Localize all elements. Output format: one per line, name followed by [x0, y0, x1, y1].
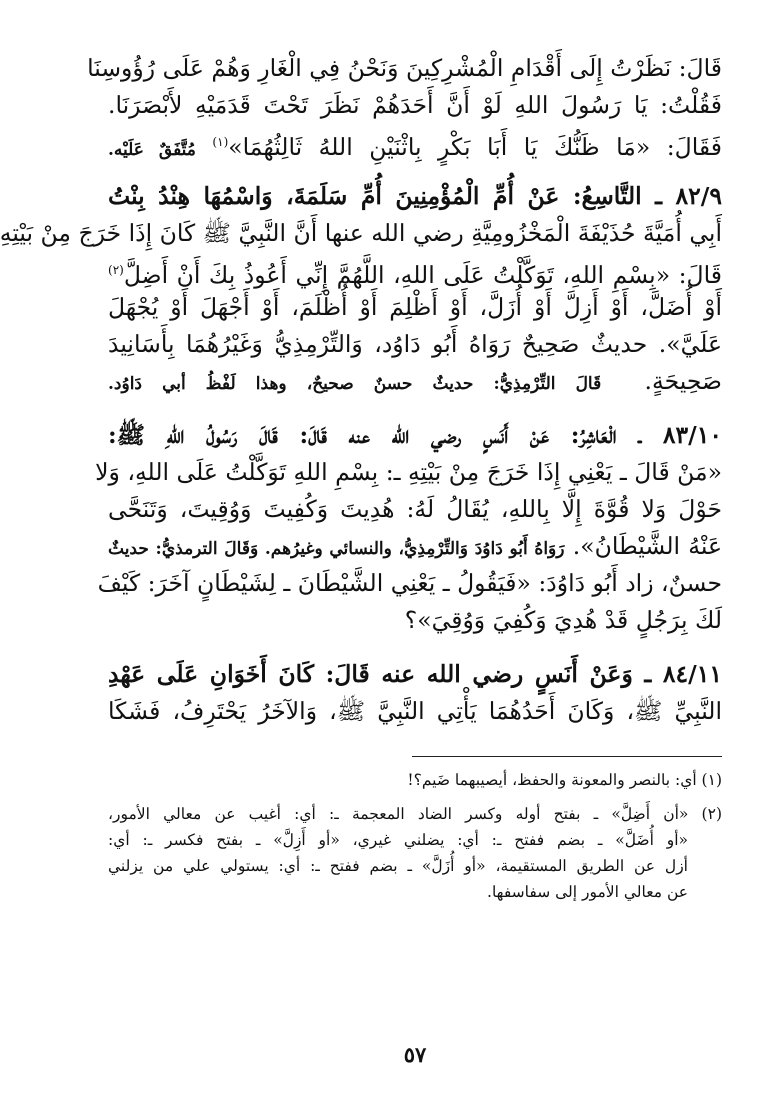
text-line: ٨٤/١١ ـ وَعَنْ أَنَسٍ رضي الله عنه قَالَ: كَانَ أَخَوَانِ عَلَى عَهْدِ: [108, 660, 722, 688]
text-line: أَبِي أُمَيَّةَ حُذَيْفَةَ الْمَخْزُومِيَّةِ رضي الله عنها أَنَّ النَّبِيَّ ﷺ كَانَ إِذَا خَرَجَ مِنْ بَيْتِهِ: [0, 219, 722, 247]
text-line: حَوْلَ وَلا قُوَّةَ إِلَّا بِاللهِ، يُقَالُ لَهُ: هُدِيتَ وَكُفِيتَ وَوُقِيتَ، وَتَنَحَّى: [108, 495, 722, 523]
text-line: ٨٢/٩ ـ التَّاسِعُ: عَنْ أُمِّ الْمُؤْمِنِينَ أُمِّ سَلَمَةَ، وَاسْمُهَا هِنْدُ بِنْتُ: [108, 182, 722, 210]
text-line: [108, 252, 722, 289]
text-segment: عَنْهُ الشَّيْطَانُ».: [572, 532, 722, 560]
footnote-1: (١) أي: بالنصر والمعونة والحفظ، أيصيبهما ضَيم؟!: [407, 771, 722, 789]
text-line: [108, 124, 722, 161]
paragraph-hadith-83: [95, 417, 722, 639]
footnotes: [108, 767, 722, 905]
page-number: ٥٧: [403, 1042, 427, 1067]
footnote-2-line: (٢) «أن أَضِلَّ» ـ بفتح أوله وكسر الضاد المعجمة ـ: أي: أغيب عن معالي الأمور،: [108, 805, 722, 823]
main-text: [0, 50, 722, 730]
text-line: عَلَيَّ». حديثٌ صَحِيحٌ رَوَاهُ أَبُو دَاوُد، وَالتِّرْمِذِيُّ وَغَيْرُهُمَا بِأَسَانِيدَ: [108, 330, 722, 358]
grading-tag: قَالَ التِّرْمِذِيُّ: حديثٌ حسنٌ صحيحٌ، وهذا لَفْظُ أبي دَاوُد.: [108, 374, 602, 394]
footnote-divider: [412, 756, 722, 757]
footnote-ref-1: (١): [212, 135, 229, 149]
text-line: «مَنْ قَالَ ـ يَعْنِي إِذَا خَرَجَ مِنْ بَيْتِهِ ـ: بِسْمِ اللهِ تَوَكَّلْتُ عَلَى اللهِ، وَلا: [95, 458, 722, 486]
text-line: ٨٣/١٠ ـ الْعَاشِرُ: عَنْ أَنَسٍ رضي الله عنه قَالَ: قَالَ رَسُولُ اللهِ ﷺ:: [108, 421, 722, 449]
footnote-2-line: «أو أُضَلَّ» ـ بضم ففتح ـ: أي: يضلني غيري، «أو أَزِلَّ» ـ بفتح فكسر ـ: أي:: [108, 831, 688, 849]
grading-tag: مُتَّفَقٌ عَلَيْه.: [108, 139, 196, 160]
text-segment: صَحِيحَةٍ.: [644, 367, 722, 395]
text-line: قَالَ: نَظَرْتُ إِلَى أَقْدَامِ الْمُشْرِكِينَ وَنَحْنُ فِي الْغَارِ وَهُمْ عَلَى رُؤُوسِنَا: [87, 54, 722, 82]
grading-tag: رَوَاهُ أَبُو دَاوُدَ وَالتِّرْمِذِيُّ، والنسائي وغيرُهم. وَقَالَ الترمذيُّ: حديثٌ: [108, 539, 565, 559]
text-line: فَقُلْتُ: يَا رَسُولَ اللهِ لَوْ أَنَّ أَحَدَهُمْ نَظَرَ تَحْتَ قَدَمَيْهِ لأَبْصَرَنَا.: [108, 91, 722, 119]
footnote-ref-2: (٢): [108, 263, 124, 277]
text-line: لَكَ بِرَجُلٍ قَدْ هُدِيَ وَكُفِيَ وَوُقِيَ»؟: [404, 606, 722, 634]
paragraph-hadith-84: [108, 656, 722, 730]
text-line: النَّبِيِّ ﷺ، وَكَانَ أَحَدُهُمَا يَأْتِي النَّبِيَّ ﷺ، وَالآخَرُ يَحْتَرِفُ، فَشَكَا: [108, 697, 722, 725]
footnote-2-line: أزل عن الطريق المستقيمة، «أو أُزَلَّ» ـ بضم ففتح ـ: أي: يستولي علي من يزلني: [108, 857, 688, 875]
text-line: حسنٌ، زاد أَبُو دَاوُدَ: «فَيَقُولُ ـ يَعْنِي الشَّيْطَانَ ـ لِشَيْطَانٍ آخَرَ: كَيْفَ: [97, 569, 722, 597]
footnote-2-line: عن معالي الأمور إلى سفاسفها.: [487, 883, 688, 901]
text-line: أَوْ أُضَلَّ، أَوْ أَزِلَّ أَوْ أُزَلَّ، أَوْ أَظْلِمَ أَوْ أُظْلَمَ، أَوْ أَجْهَلَ أَوْ يُجْهَلَ: [108, 293, 722, 321]
text-segment: قَالَ: «بِسْمِ اللهِ، تَوَكَّلْتُ عَلَى اللهِ، اللَّهُمَّ إِنِّي أَعُوذُ بِكَ أَنْ أَضِلَّ: [123, 260, 722, 289]
paragraph-hadith-82: [0, 178, 722, 400]
text-segment: فَقَالَ: «مَا ظَنُّكَ يَا أَبَا بَكْرٍ بِاثْنَيْنِ اللهُ ثَالِثُهُمَا»: [228, 132, 722, 161]
paragraph-hadith-8-end: [87, 50, 722, 161]
text-line: [108, 528, 722, 565]
text-line: [108, 363, 722, 400]
